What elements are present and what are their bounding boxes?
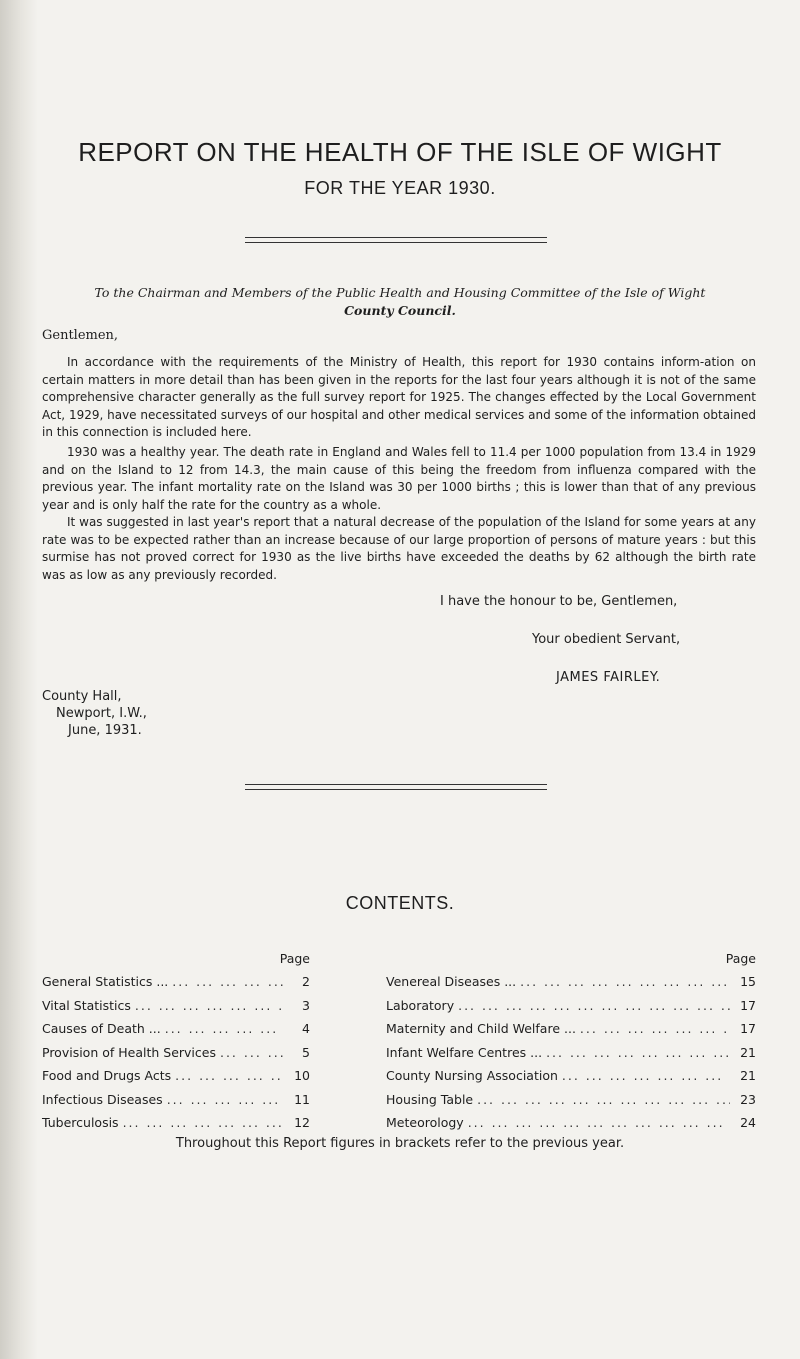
entry-page: 17 (740, 1021, 756, 1036)
paragraph-1: In accordance with the requirements of the Ministry of Health, this report for 1930 contains inform-ation on certain matters in more detail than has been given in the reports for the last four years although it is not of the same comprehensive character generally as the full survey report for 1925. The changes effected by the Local Government Act, 1929, have necessitated surveys of our hospital and other medical services and some of the information obtained in this connection is included here. (42, 355, 756, 439)
entry-page: 2 (302, 974, 310, 989)
leader-dots (119, 1111, 284, 1135)
leader-dots (216, 1041, 284, 1065)
double-rule-top (245, 237, 547, 243)
entry-label: Maternity and Child Welfare ... (386, 1021, 576, 1036)
entry-label: Vital Statistics (42, 997, 131, 1013)
entry-label: Causes of Death ... (42, 1021, 161, 1036)
contents-entry (386, 1111, 756, 1135)
entry-label: Venereal Diseases ... (386, 974, 517, 989)
entry-page: 24 (740, 1115, 756, 1130)
report-title: REPORT ON THE HEALTH OF THE ISLE OF WIGHT (78, 137, 722, 167)
paragraph-3: It was suggested in last year's report that a natural decrease of the population of the Island for some years at any rate was to be expected rather than an increase because of our large proportion of persons of mature years : but this surmise has not proved correct for 1930 as the live births have exceeded the deaths by 62 although the birth rate was as low as any previously recorded. (42, 515, 756, 582)
leader-dots (558, 1064, 730, 1088)
place-line-1: County Hall, (42, 689, 122, 704)
entry-page: 17 (740, 997, 756, 1013)
contents-entry (42, 1111, 310, 1135)
contents-entry (42, 970, 310, 994)
contents-entry (42, 1088, 310, 1112)
leader-dots (171, 1064, 284, 1088)
entry-page: 4 (302, 1021, 310, 1036)
leader-dots (161, 1017, 284, 1041)
contents-right-column (386, 948, 756, 1135)
entry-page: 23 (740, 1091, 756, 1107)
entry-page: 15 (740, 974, 756, 989)
contents-left-column (42, 948, 310, 1135)
entry-label: County Nursing Association (386, 1068, 558, 1083)
page-column-header: Page (279, 951, 310, 966)
leader-dots (542, 1041, 730, 1065)
place-line-3: June, 1931. (68, 723, 142, 738)
entry-label: Housing Table (386, 1091, 474, 1107)
contents-entry (42, 1041, 310, 1065)
signoff-honour: I have the honour to be, Gentlemen, (440, 594, 678, 609)
entry-label: Meteorology (386, 1115, 464, 1130)
place-line-2: Newport, I.W., (56, 706, 147, 721)
leader-dots (464, 1111, 730, 1135)
entry-label: Provision of Health Services (42, 1044, 216, 1060)
contents-entry (42, 1064, 310, 1088)
entry-label: Infant Welfare Centres ... (386, 1044, 543, 1060)
salutation: Gentlemen, (42, 328, 119, 343)
signoff-name: JAMES FAIRLEY. (556, 670, 661, 685)
contents-entry (42, 994, 310, 1018)
brackets-footnote: Throughout this Report figures in brackets refer to the previous year. (175, 1136, 625, 1151)
leader-dots (131, 994, 284, 1018)
entry-label: Tuberculosis (42, 1115, 119, 1130)
entry-page: 21 (740, 1068, 756, 1083)
entry-page: 12 (294, 1115, 310, 1130)
contents-entry (386, 1041, 756, 1065)
address-block (60, 284, 740, 320)
contents-entry (386, 1064, 756, 1088)
leader-dots (576, 1017, 730, 1041)
entry-page: 5 (302, 1044, 310, 1060)
page-column-header: Page (725, 951, 756, 966)
address-line-1: To the Chairman and Members of the Public Health and Housing Committee of the Isle of Wight (94, 285, 706, 300)
leader-dots (168, 970, 284, 994)
page-edge-shadow (0, 0, 38, 1359)
entry-page: 10 (294, 1068, 310, 1083)
address-line-2: County Council. (344, 303, 456, 318)
entry-label: Infectious Diseases (42, 1091, 163, 1107)
leader-dots (516, 970, 730, 994)
entry-page: 3 (302, 997, 310, 1013)
entry-page: 21 (740, 1044, 756, 1060)
entry-label: Laboratory (386, 997, 455, 1013)
contents-entry (386, 970, 756, 994)
contents-entry (386, 1088, 756, 1112)
leader-dots (454, 994, 730, 1018)
paragraph-2: 1930 was a healthy year. The death rate in England and Wales fell to 11.4 per 1000 population from 13.4 in 1929 and on the Island to 12 from 14.3, the main cause of this being the freedom from influenza compared with the previous year. The infant mortality rate on the Island was 30 per 1000 births ; this is lower than that of any previous year and is only half the rate for the country as a whole. (42, 445, 756, 512)
leader-dots (473, 1088, 730, 1112)
contents-entry (386, 1017, 756, 1041)
entry-label: General Statistics ... (42, 974, 169, 989)
double-rule-middle (245, 784, 547, 790)
leader-dots (163, 1088, 284, 1112)
entry-page: 11 (294, 1091, 310, 1107)
contents-title: CONTENTS. (345, 893, 455, 913)
contents-entry (42, 1017, 310, 1041)
entry-label: Food and Drugs Acts (42, 1068, 172, 1083)
contents-entry (386, 994, 756, 1018)
signoff-servant: Your obedient Servant, (532, 632, 681, 647)
report-year: FOR THE YEAR 1930. (304, 178, 496, 198)
